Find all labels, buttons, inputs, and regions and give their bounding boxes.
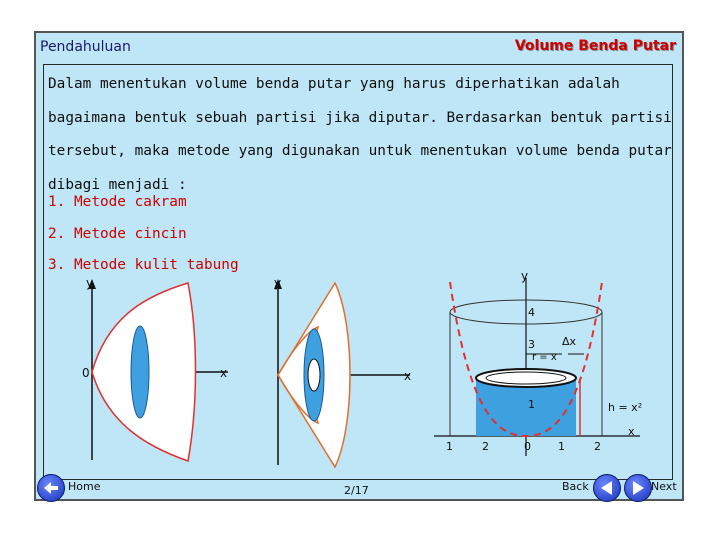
figure-shell-method	[430, 268, 650, 468]
x-tick-2: 2	[594, 440, 601, 453]
back-label[interactable]: Back	[562, 480, 589, 493]
x-tick-0: 0	[524, 440, 531, 453]
method-disk: 1. Metode cakram	[48, 194, 187, 210]
origin-label: 0	[82, 366, 90, 380]
x-tick-1: 1	[558, 440, 565, 453]
x-axis-label: x	[220, 366, 228, 380]
x-tick-neg2: 2	[482, 440, 489, 453]
page-number: 2/17	[344, 484, 369, 497]
triangle-left-icon	[598, 479, 616, 497]
section-title: Pendahuluan	[40, 39, 131, 55]
delta-x-label: Δx	[562, 335, 577, 348]
back-button[interactable]	[593, 474, 621, 502]
x-axis-label: x	[404, 369, 412, 383]
y-tick-1: 1	[528, 398, 535, 411]
y-axis-label: y	[274, 276, 282, 290]
shell-inner-top	[486, 372, 566, 384]
intro-paragraph: Dalam menentukan volume benda putar yang harus diperhatikan adalah bagaimana bentuk sebuah partisi jika diputar. Berdasarkan bentuk partisi tersebut, maka metode yang digunakan untuk menentukan volume benda putar dibagi menjadi :	[48, 76, 672, 193]
arrow-left-icon	[42, 479, 60, 497]
home-label[interactable]: Home	[68, 480, 101, 493]
next-label[interactable]: Next	[651, 480, 677, 493]
y-axis-label: y	[86, 276, 94, 290]
x-tick-neg1: 1	[446, 440, 453, 453]
method-washer: 2. Metode cincin	[48, 226, 187, 242]
radius-label: r = x	[532, 352, 557, 363]
washer-hole	[308, 359, 320, 391]
y-tick-3: 3	[528, 338, 535, 351]
method-shell: 3. Metode kulit tabung	[48, 257, 239, 273]
y-tick-4: 4	[528, 306, 535, 319]
disk-slice	[131, 326, 149, 418]
y-axis-label: y	[521, 269, 529, 283]
height-label: h = x²	[608, 401, 643, 414]
triangle-right-icon	[629, 479, 647, 497]
slide-title: Volume Benda Putar	[514, 38, 676, 54]
x-axis-label: x	[628, 425, 635, 438]
figure-washer-method	[260, 275, 420, 470]
next-button[interactable]	[624, 474, 652, 502]
figure-disk-method	[78, 275, 238, 465]
home-button[interactable]	[37, 474, 65, 502]
